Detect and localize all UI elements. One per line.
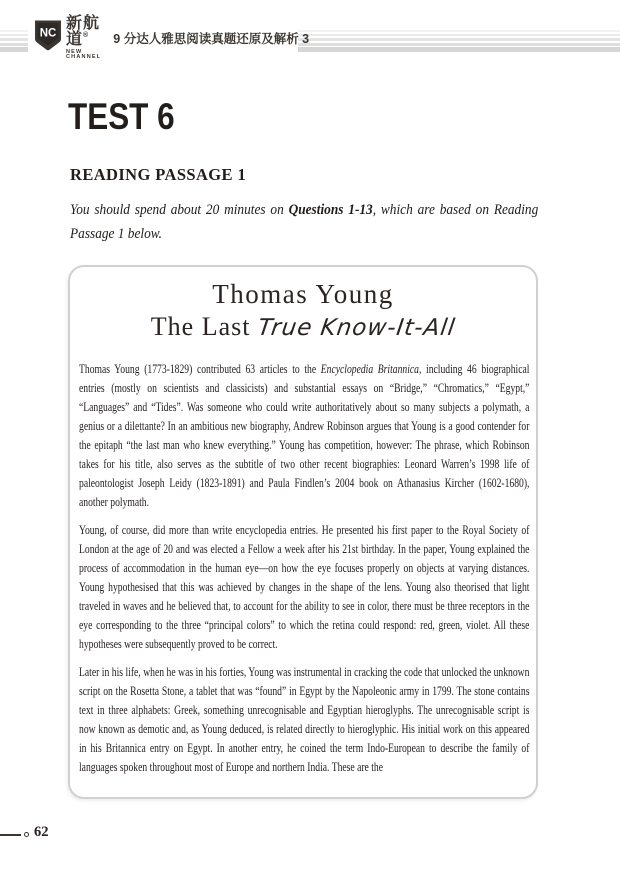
test-title: TEST 6 [68,96,175,137]
passage-body [79,360,529,777]
footer-rule [0,834,21,836]
instruction-text [70,199,538,246]
svg-text:NC: NC [39,27,57,40]
instruction-questions-range: Questions 1-13 [288,202,373,218]
book-title: 9 分达人雅思阅读真题还原及解析 3 [113,32,310,46]
passage-paragraph-1 [79,360,529,512]
reading-passage-heading: READING PASSAGE 1 [70,165,247,184]
paragraph-1-text-continued: , including 46 biographical entries (mostly on scientists and classicists) and substantial essays on “Bridge,” “Chromatics,” “Egypt,” “Languages” and “Tides”. Was someone who could write authoritatively about so many subjects a polymath, a genius or a dilettante? In an ambitious new biography, Andrew Robinson argues that Young is a good contender for the epitaph “the last man who knew everything.” Young has competition, however: The phrase, which Robinson takes for his title, also serves as the subtitle of two other recent biographies: Leonard Warren’s 1998 life of paleontologist Joseph Leidy (1823-1891) and Paula Findlen’s 2004 book on Athanasius Kircher (1602-1680), another polymath. [79,362,530,509]
passage-title-line2 [79,311,527,344]
registered-trademark-mark: ® [83,31,90,39]
nc-shield-logo-icon [33,19,63,57]
paragraph-1-italic-title: Encyclopedia Britannica [320,362,419,376]
passage-paragraph-3: Later in his life, when he was in his forties, Young was instrumental in cracking the code that unlocked the unknown script on the Rosetta Stone, a tablet that was “found” in Egypt by the Napoleonic army in 1799. The stone contains text in three alphabets: Greek, something unrecognisable and Egyptian hieroglyphs. The unrecognisable script is now known as demotic and, as Young deduced, is related directly to hieroglyphic. His initial work on this appeared in his Britannica entry on Egypt. In another entry, he coined the term Indo-European to describe the family of languages spoken throughout most of Europe and northern India. These are the [79,665,530,774]
passage-title-line1: Thomas Young [212,279,394,309]
passage-title-line2-script: True Know-It-All [256,315,458,341]
passage-title [79,279,527,344]
page-header [28,14,310,60]
instruction-post: , which are based on Reading Passage 1 below. [70,202,539,242]
paragraph-1-text: Thomas Young (1773-1829) contributed 63 articles to the [79,362,321,376]
brand-block [66,16,101,61]
instruction-pre: You should spend about 20 minutes on [70,202,289,218]
footer-dot-icon [24,832,29,837]
passage-title-line2-serif: The Last [150,312,258,341]
brand-name-chinese: 新航道® [66,14,101,48]
page-number: 62 [34,824,49,840]
reading-passage-box [68,265,538,799]
passage-paragraph-2: Young, of course, did more than write encyclopedia entries. He presented his first paper to the Royal Society of London at the age of 20 and was elected a Fellow a week after his 21st birthday. In the paper, Young explained the process of accommodation in the human eye—on how the eye focuses properly on objects at varying distances. Young hypothesised that this was achieved by changes in the shape of the lens. Young also theorised that light traveled in waves and he believed that, to account for the ability to see in color, there must be three receptors in the eye corresponding to the three “principal colors” to which the retina could respond: red, green, violet. All these hypotheses were subsequently proved to be correct. [79,523,530,651]
brand-name-english: NEW CHANNEL [66,48,102,60]
